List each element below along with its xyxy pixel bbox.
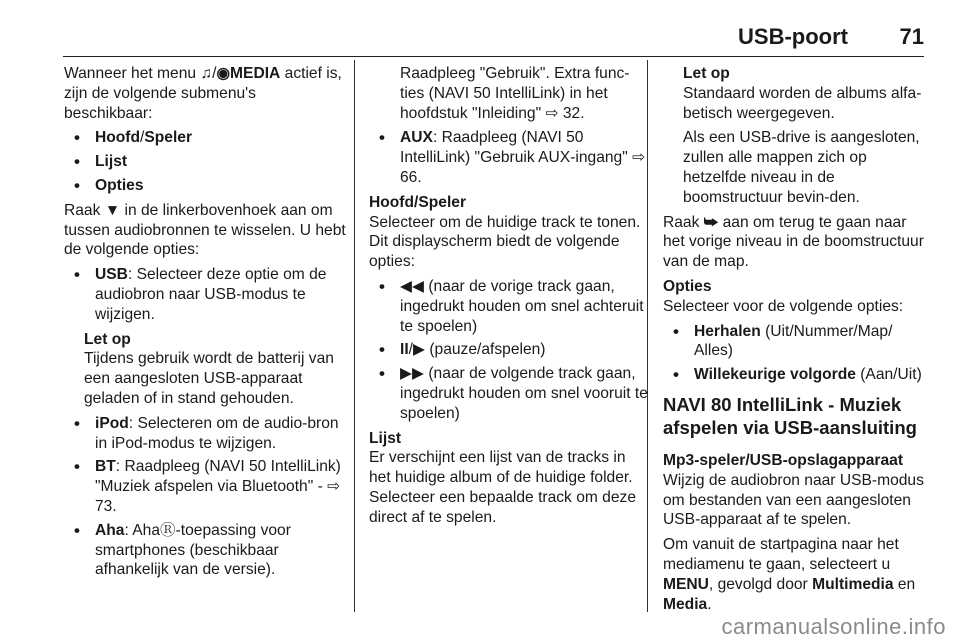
back-paragraph: Raak ⮩ aan om terug te gaan naar het vorige niveau in de boomstructuur van de map. (663, 213, 924, 271)
list-item: • II/▶ (pauze/afspelen) (369, 340, 651, 360)
triangle-down-icon: ▼ (104, 201, 121, 219)
column-1 (64, 64, 348, 585)
previous-track-icon: ◀◀ (400, 277, 424, 295)
section-heading: NAVI 80 IntelliLink - Muziek afspelen via USB-aansluiting (663, 393, 917, 438)
page-reference-icon: ⇨ (327, 478, 341, 496)
disc-icon: ◉ (216, 65, 231, 82)
list-item: • Herhalen (Uit/Nummer/Map/ Alles) (663, 322, 931, 362)
intro-paragraph: Wanneer het menu ♫/◉MEDIA actief is, zijn de volgende submenu's beschikbaar: (64, 65, 342, 122)
note-text-2: Als een USB-drive is aangesloten, zullen alle mappen zich op hetzelfde niveau in de boomstructuur bevin-den. (683, 129, 920, 206)
column-divider-1 (354, 60, 355, 612)
note-text-1: Standaard worden de albums alfa-betisch weergegeven. (683, 84, 922, 122)
opties-heading: Opties (663, 277, 712, 295)
list-item: • Opties (64, 176, 348, 196)
header-rule (63, 56, 924, 57)
lijst-heading: Lijst (369, 429, 402, 447)
media-label: MEDIA (230, 65, 281, 82)
hoofd-text: Selecteer om de huidige track te tonen. Dit displayscherm biedt de volgende opties: (369, 213, 641, 271)
note-heading: Let op (683, 65, 730, 82)
list-item: • ▶▶ (naar de volgende track gaan, ingedrukt houden om snel vooruit te spoelen) (369, 364, 651, 423)
source-options-list (64, 265, 348, 324)
list-item: • USB: Selecteer deze optie om de audiobron naar USB-modus te wijzigen. (64, 265, 348, 324)
next-track-icon: ▶▶ (400, 365, 424, 383)
folder-up-icon: ⮩ (703, 213, 719, 231)
final-paragraph: Om vanuit de startpagina naar het mediamenu te gaan, selecteert u MENU, gevolgd door Multimedia en Media. (663, 536, 916, 613)
note-heading: Let op (84, 330, 131, 348)
list-item: • Aha: AhaⓇ-toepassing voor smartphones (beschikbaar afhankelijk van de versie). (64, 521, 348, 580)
hoofd-heading: Hoofd/Speler (369, 193, 467, 211)
subsection-heading: Mp3-speler/USB-opslagapparaat (663, 451, 904, 469)
list-item: • Hoofd/Speler (64, 128, 348, 148)
list-item: • iPod: Selecteren om de audio-bron in iPod-modus te wijzigen. (64, 414, 348, 454)
source-paragraph: Raak ▼ in de linkerbovenhoek aan om tussen audiobronnen te wisselen. U hebt de volgende opties: (64, 201, 346, 259)
music-note-icon: ♫ (200, 65, 213, 82)
lijst-text: Er verschijnt een lijst van de tracks in het huidige album of de huidige folder. Selecteer een bepaalde track om deze direct af te spelen. (369, 449, 636, 526)
note-text: Tijdens gebruik wordt de batterij van een aangesloten USB-apparaat geladen of in stand gehouden. (84, 350, 334, 407)
opties-text: Selecteer voor de volgende opties: (663, 297, 904, 315)
note-block (663, 64, 931, 208)
player-controls-list (369, 277, 651, 424)
source-options-list-2 (64, 414, 348, 580)
column-2 (369, 64, 651, 533)
continued-paragraph: Raadpleeg "Gebruik". Extra func-ties (NAVI 50 IntelliLink) in het hoofdstuk "Inleiding" ⇨ 32. (400, 65, 630, 122)
list-item: • BT: Raadpleeg (NAVI 50 IntelliLink) "Muziek afspelen via Bluetooth" - ⇨ 73. (64, 457, 348, 516)
subsection-text: Wijzig de audiobron naar USB-modus om bestanden van een aangesloten USB-apparaat af te spelen. (663, 471, 924, 529)
list-item: • Lijst (64, 152, 348, 172)
page-title: USB-poort (738, 24, 848, 49)
column-3 (663, 64, 931, 619)
submenu-list (64, 128, 348, 195)
opties-list (663, 322, 931, 385)
list-item: • AUX: Raadpleeg (NAVI 50 IntelliLink) "Gebruik AUX-ingang" ⇨ 66. (369, 128, 651, 187)
note-block (64, 330, 348, 409)
aux-list (369, 128, 651, 187)
watermark: carmanualsonline.info (721, 614, 946, 639)
pause-play-icon: II/▶ (400, 341, 425, 359)
list-item: • Willekeurige volgorde (Aan/Uit) (663, 365, 931, 385)
page-reference-icon: ⇨ (632, 149, 646, 167)
page-header (0, 0, 960, 60)
page-number: 71 (899, 24, 924, 49)
page-reference-icon: ⇨ (545, 104, 559, 122)
list-item: • ◀◀ (naar de vorige track gaan, ingedrukt houden om snel achteruit te spoelen) (369, 277, 651, 336)
